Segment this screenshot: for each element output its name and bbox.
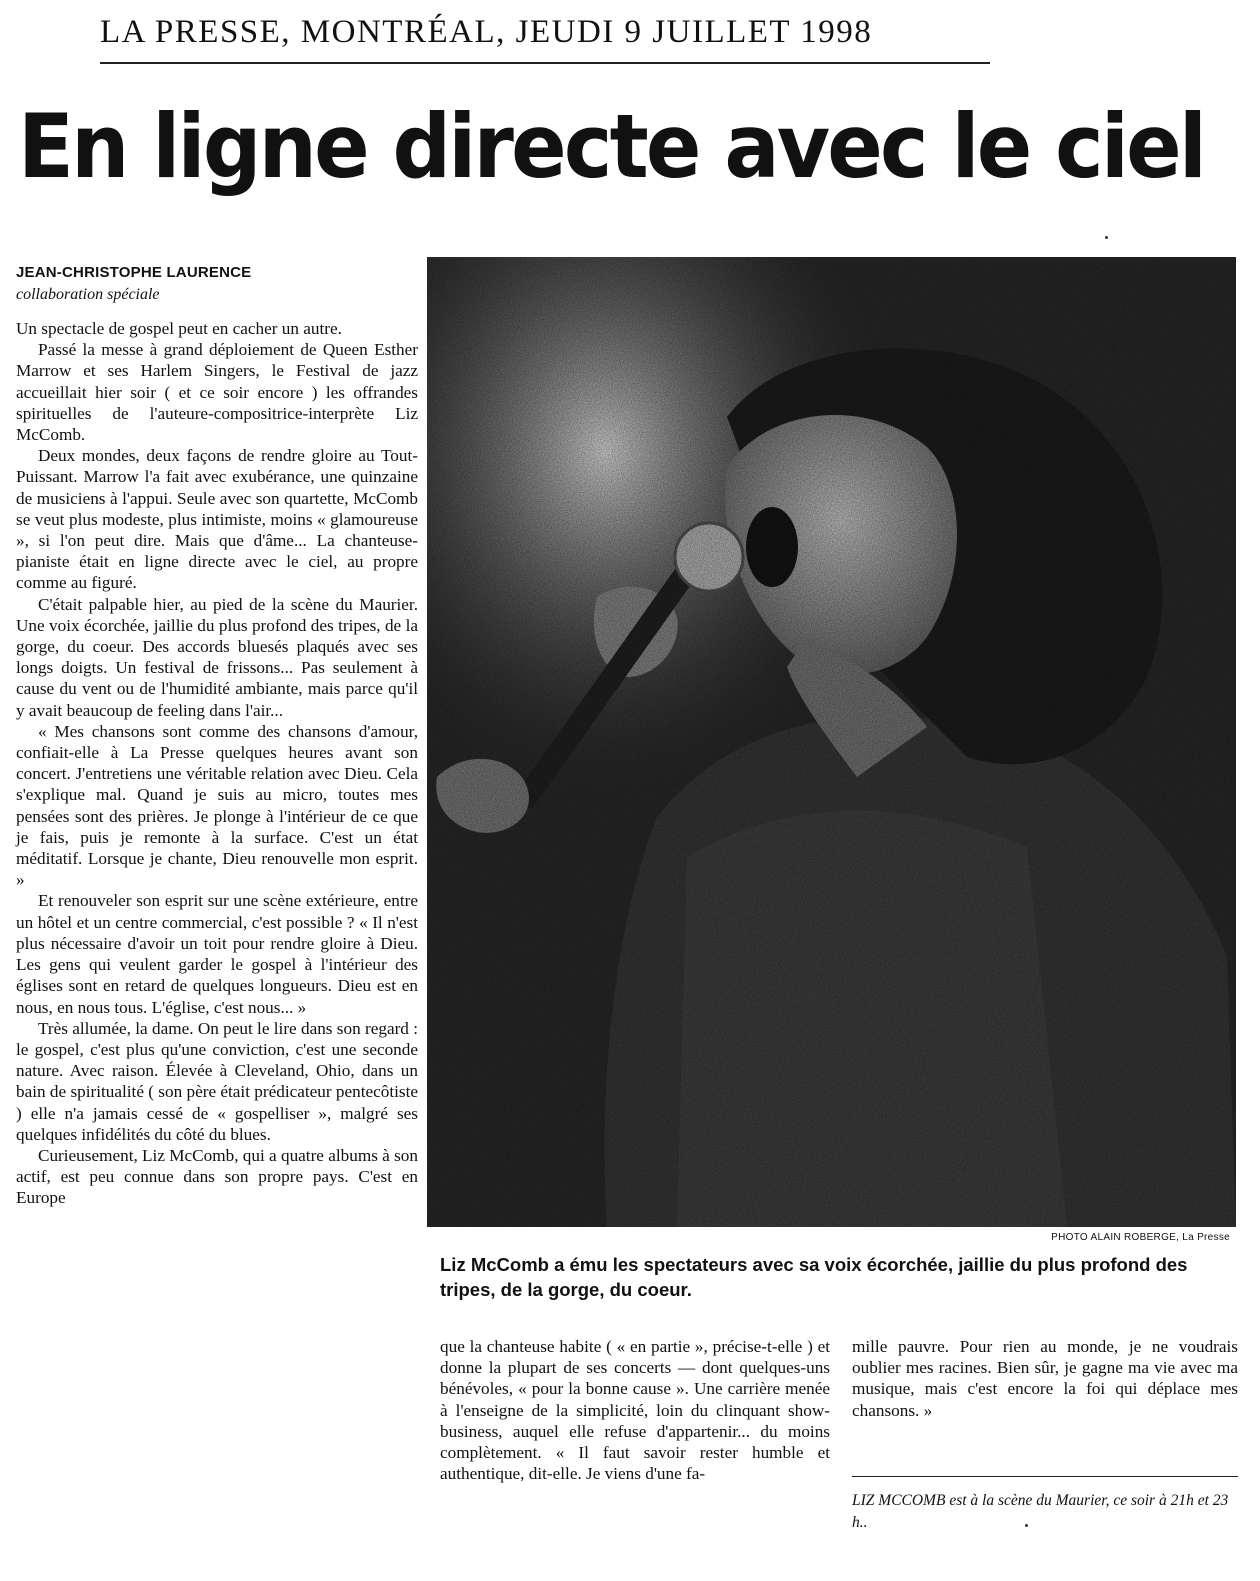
headline: En ligne directe avec le ciel — [18, 95, 1205, 198]
byline-role: collaboration spéciale — [16, 286, 160, 303]
note-divider — [852, 1476, 1238, 1477]
article-column-3 — [852, 1336, 1238, 1421]
show-note: LIZ MCCOMB est à la scène du Maurier, ce soir à 21h et 23 h.. — [852, 1492, 1229, 1531]
article-column-2 — [440, 1336, 830, 1484]
paragraph: mille pauvre. Pour rien au monde, je ne voudrais oublier mes racines. Bien sûr, je gagne ma vie avec ma musique, mais c'est encore la foi qui déplace mes chansons. » — [852, 1337, 1238, 1420]
paragraph: Deux mondes, deux façons de rendre gloire au Tout-Puissant. Marrow l'a fait avec exubérance, une quinzaine de musiciens à l'appui. Seule avec son quartette, McComb se veut plus modeste, plus intimiste, moins « glamoureuse », si l'on peut dire. Mais que d'âme... La chanteuse-pianiste était en ligne directe avec le ciel, au propre comme au figuré. — [16, 446, 418, 593]
paragraph: Très allumée, la dame. On peut le lire dans son regard : le gospel, c'est plus qu'une conviction, c'est une seconde nature. Avec raison. Élevée à Cleveland, Ohio, dans un bain de spiritualité ( son père était prédicateur pentecôtiste ) elle n'a jamais cessé de « gospelliser », malgré ses quelques infidélités du côté du blues. — [16, 1018, 418, 1144]
paragraph: que la chanteuse habite ( « en partie », précise-t-elle ) et donne la plupart de ses concerts — dont quelques-uns bénévoles, « pour la bonne cause ». Une carrière menée à l'enseigne de la simplicité, loin du clinquant show-business, auquel elle refuse d'appartenir... du moins complètement. « Il faut savoir rester humble et authentique, dit-elle. Je viens d'une fa- — [440, 1337, 830, 1484]
paragraph: Et renouveler son esprit sur une scène extérieure, entre un hôtel et un centre commercial, c'est possible ? « Il n'est plus nécessaire d'avoir un toit pour rendre gloire à Dieu. Les gens qui veulent garder le gospel à l'intérieur des églises sont en retard de quelques longueurs. Dieu est en nous, en nous tous. L'église, c'est nous... » — [16, 891, 418, 1017]
print-speck — [1105, 236, 1108, 239]
masthead: LA PRESSE, MONTRÉAL, JEUDI 9 JUILLET 1998 — [100, 14, 873, 50]
masthead-rule — [100, 62, 990, 64]
byline-author: JEAN-CHRISTOPHE LAURENCE — [16, 264, 252, 281]
photo-credit: PHOTO ALAIN ROBERGE, La Presse — [1051, 1232, 1230, 1243]
concert-photo — [427, 257, 1236, 1227]
paragraph: Passé la messe à grand déploiement de Queen Esther Marrow et ses Harlem Singers, le Festival de jazz accueillait hier soir ( et ce soir encore ) les offrandes spirituelles de l'auteure-compositrice-interprète Liz McComb. — [16, 340, 418, 445]
singer-photo-illustration — [427, 257, 1236, 1227]
article-column-1 — [16, 318, 418, 1209]
paragraph: « Mes chansons sont comme des chansons d'amour, confiait-elle à La Presse quelques heures avant son concert. J'entretiens une véritable relation avec Dieu. Cela s'explique mal. Quand je suis au micro, toutes mes pensées sont des prières. Je plonge à l'intérieur de ce que je fais, puis je remonte à la surface. C'est un état méditatif. Lorsque je chante, Dieu renouvelle mon esprit. » — [16, 721, 418, 890]
paragraph: C'était palpable hier, au pied de la scène du Maurier. Une voix écorchée, jaillie du plus profond des tripes, de la gorge, du coeur. Des accords bluesés plaqués avec ses longs doigts. Un festival de frissons... Pas seulement à cause du vent ou de l'humidité ambiante, mais parce qu'il y avait beaucoup de feeling dans l'air... — [16, 594, 418, 720]
paragraph: Un spectacle de gospel peut en cacher un autre. — [16, 319, 342, 338]
paragraph: Curieusement, Liz McComb, qui a quatre albums à son actif, est peu connue dans son propre pays. C'est en Europe — [16, 1145, 418, 1208]
photo-caption: Liz McComb a ému les spectateurs avec sa voix écorchée, jaillie du plus profond des tripes, de la gorge, du coeur. — [440, 1254, 1188, 1300]
print-speck — [1025, 1524, 1028, 1527]
